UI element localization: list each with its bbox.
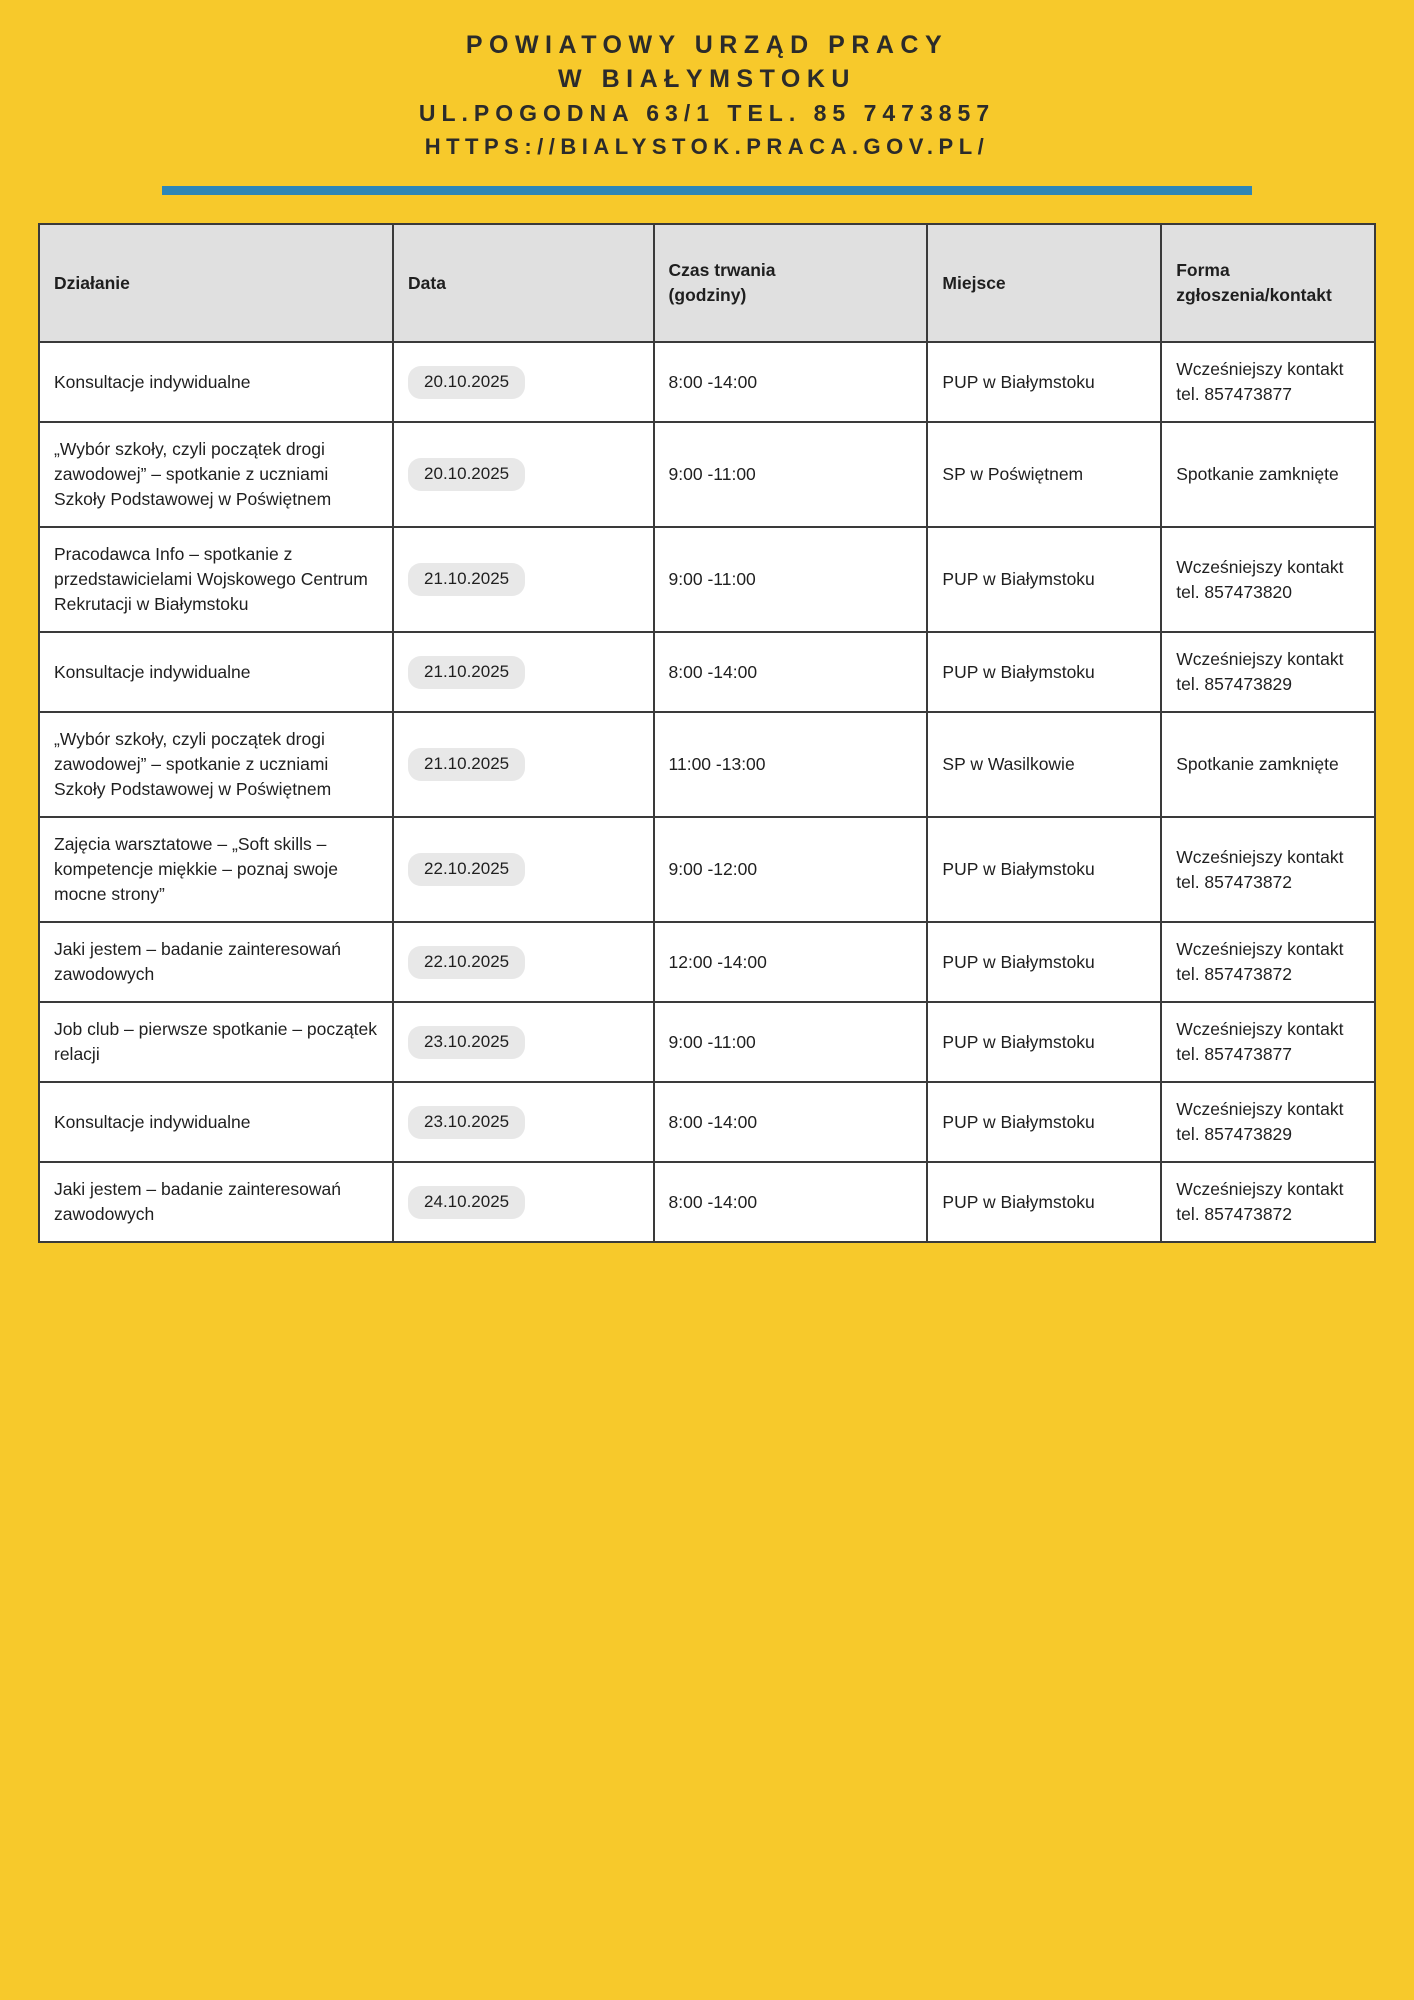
office-name-line-2: W BIAŁYMSTOKU — [558, 65, 856, 93]
cell-action: Konsultacje indywidualne — [39, 1082, 393, 1162]
cell-action: „Wybór szkoły, czyli początek drogi zawodowej” – spotkanie z uczniami Szkoły Podstawowej w Poświętnem — [39, 712, 393, 817]
table-row — [39, 1162, 1375, 1242]
cell-date — [393, 527, 654, 632]
cell-action: Jaki jestem – badanie zainteresowań zawodowych — [39, 1162, 393, 1242]
cell-duration: 8:00 -14:00 — [654, 1162, 928, 1242]
cell-contact-line-1: Wcześniejszy kontakt — [1176, 939, 1344, 959]
cell-date — [393, 1162, 654, 1242]
cell-contact-line-2: tel. 857473877 — [1176, 384, 1293, 404]
cell-action: Job club – pierwsze spotkanie – początek relacji — [39, 1002, 393, 1082]
cell-date — [393, 922, 654, 1002]
cell-contact — [1161, 527, 1375, 632]
date-chip: 22.10.2025 — [408, 853, 525, 886]
poster-header — [0, 0, 1414, 164]
table-row — [39, 527, 1375, 632]
column-header-duration-line-1: Czas trwania — [668, 260, 776, 280]
cell-action: „Wybór szkoły, czyli początek drogi zawodowej” – spotkanie z uczniami Szkoły Podstawowej w Poświętnem — [39, 422, 393, 527]
date-chip: 21.10.2025 — [408, 656, 525, 689]
cell-action: Konsultacje indywidualne — [39, 632, 393, 712]
schedule-table — [38, 223, 1376, 1243]
cell-duration: 9:00 -11:00 — [654, 1002, 928, 1082]
cell-contact-line-1: Wcześniejszy kontakt — [1176, 649, 1344, 669]
table-row — [39, 1082, 1375, 1162]
cell-contact — [1161, 817, 1375, 922]
cell-contact-line-2: tel. 857473829 — [1176, 674, 1293, 694]
date-chip: 20.10.2025 — [408, 458, 525, 491]
office-website-line: HTTPS://BIALYSTOK.PRACA.GOV.PL/ — [424, 134, 990, 159]
cell-contact — [1161, 422, 1375, 527]
column-header-duration — [654, 224, 928, 342]
cell-duration: 11:00 -13:00 — [654, 712, 928, 817]
cell-contact-line-2: tel. 857473820 — [1176, 581, 1293, 602]
table-row — [39, 922, 1375, 1002]
cell-place: PUP w Białymstoku — [927, 817, 1161, 922]
cell-contact-line-2: tel. 857473829 — [1176, 1124, 1293, 1144]
column-header-date: Data — [393, 224, 654, 342]
table-row — [39, 817, 1375, 922]
cell-contact-line-1: Wcześniejszy kontakt — [1176, 1099, 1344, 1119]
cell-place: PUP w Białymstoku — [927, 1002, 1161, 1082]
cell-date — [393, 712, 654, 817]
cell-place: SP w Wasilkowie — [927, 712, 1161, 817]
cell-contact-line-1: Wcześniejszy kontakt — [1176, 1179, 1344, 1199]
cell-place: SP w Poświętnem — [927, 422, 1161, 527]
date-chip: 21.10.2025 — [408, 563, 525, 596]
cell-contact — [1161, 1082, 1375, 1162]
table-header-row — [39, 224, 1375, 342]
header-divider-wrap — [0, 186, 1414, 195]
cell-date — [393, 342, 654, 422]
cell-contact — [1161, 342, 1375, 422]
cell-date — [393, 1082, 654, 1162]
cell-date — [393, 632, 654, 712]
cell-contact-line-2: tel. 857473872 — [1176, 871, 1293, 892]
cell-action: Pracodawca Info – spotkanie z przedstawicielami Wojskowego Centrum Rekrutacji w Białymstoku — [39, 527, 393, 632]
column-header-contact-line-2: zgłoszenia/kontakt — [1176, 285, 1332, 305]
cell-contact — [1161, 632, 1375, 712]
cell-contact-line-1: Wcześniejszy kontakt — [1176, 556, 1344, 577]
table-row — [39, 1002, 1375, 1082]
cell-date — [393, 817, 654, 922]
table-row — [39, 712, 1375, 817]
cell-contact-line-1: Wcześniejszy kontakt — [1176, 359, 1344, 379]
column-header-place: Miejsce — [927, 224, 1161, 342]
cell-contact-line-2: tel. 857473872 — [1176, 964, 1293, 984]
cell-contact-line-2: tel. 857473877 — [1176, 1044, 1293, 1064]
column-header-duration-line-2: (godziny) — [668, 285, 747, 305]
schedule-table-wrap — [0, 223, 1414, 1283]
cell-place: PUP w Białymstoku — [927, 922, 1161, 1002]
cell-action: Konsultacje indywidualne — [39, 342, 393, 422]
cell-place: PUP w Białymstoku — [927, 632, 1161, 712]
cell-action: Jaki jestem – badanie zainteresowań zawodowych — [39, 922, 393, 1002]
table-row — [39, 342, 1375, 422]
cell-duration: 9:00 -11:00 — [654, 527, 928, 632]
office-name-line-1: POWIATOWY URZĄD PRACY — [465, 31, 949, 59]
date-chip: 23.10.2025 — [408, 1026, 525, 1059]
cell-action: Zajęcia warsztatowe – „Soft skills – kompetencje miękkie – poznaj swoje mocne strony” — [39, 817, 393, 922]
cell-contact-line-1: Wcześniejszy kontakt — [1176, 1019, 1344, 1039]
office-address-line: UL.POGODNA 63/1 TEL. 85 7473857 — [418, 100, 996, 126]
cell-duration: 12:00 -14:00 — [654, 922, 928, 1002]
cell-place: PUP w Białymstoku — [927, 1162, 1161, 1242]
cell-contact — [1161, 1162, 1375, 1242]
cell-date — [393, 422, 654, 527]
column-header-contact — [1161, 224, 1375, 342]
cell-contact — [1161, 712, 1375, 817]
column-header-action: Działanie — [39, 224, 393, 342]
schedule-table-body — [39, 342, 1375, 1242]
cell-contact-line-1: Spotkanie zamknięte — [1176, 464, 1339, 484]
cell-contact-line-2: tel. 857473872 — [1176, 1204, 1293, 1224]
cell-contact — [1161, 1002, 1375, 1082]
date-chip: 21.10.2025 — [408, 748, 525, 781]
date-chip: 24.10.2025 — [408, 1186, 525, 1219]
cell-date — [393, 1002, 654, 1082]
cell-place: PUP w Białymstoku — [927, 342, 1161, 422]
cell-contact-line-1: Spotkanie zamknięte — [1176, 754, 1339, 774]
cell-duration: 8:00 -14:00 — [654, 342, 928, 422]
cell-place: PUP w Białymstoku — [927, 1082, 1161, 1162]
column-header-contact-line-1: Forma — [1176, 260, 1230, 280]
cell-duration: 9:00 -12:00 — [654, 817, 928, 922]
cell-duration: 8:00 -14:00 — [654, 1082, 928, 1162]
header-divider — [162, 186, 1252, 195]
cell-contact-line-1: Wcześniejszy kontakt — [1176, 846, 1344, 867]
table-row — [39, 632, 1375, 712]
table-row — [39, 422, 1375, 527]
date-chip: 20.10.2025 — [408, 366, 525, 399]
date-chip: 22.10.2025 — [408, 946, 525, 979]
cell-contact — [1161, 922, 1375, 1002]
cell-duration: 9:00 -11:00 — [654, 422, 928, 527]
cell-place: PUP w Białymstoku — [927, 527, 1161, 632]
date-chip: 23.10.2025 — [408, 1106, 525, 1139]
cell-duration: 8:00 -14:00 — [654, 632, 928, 712]
